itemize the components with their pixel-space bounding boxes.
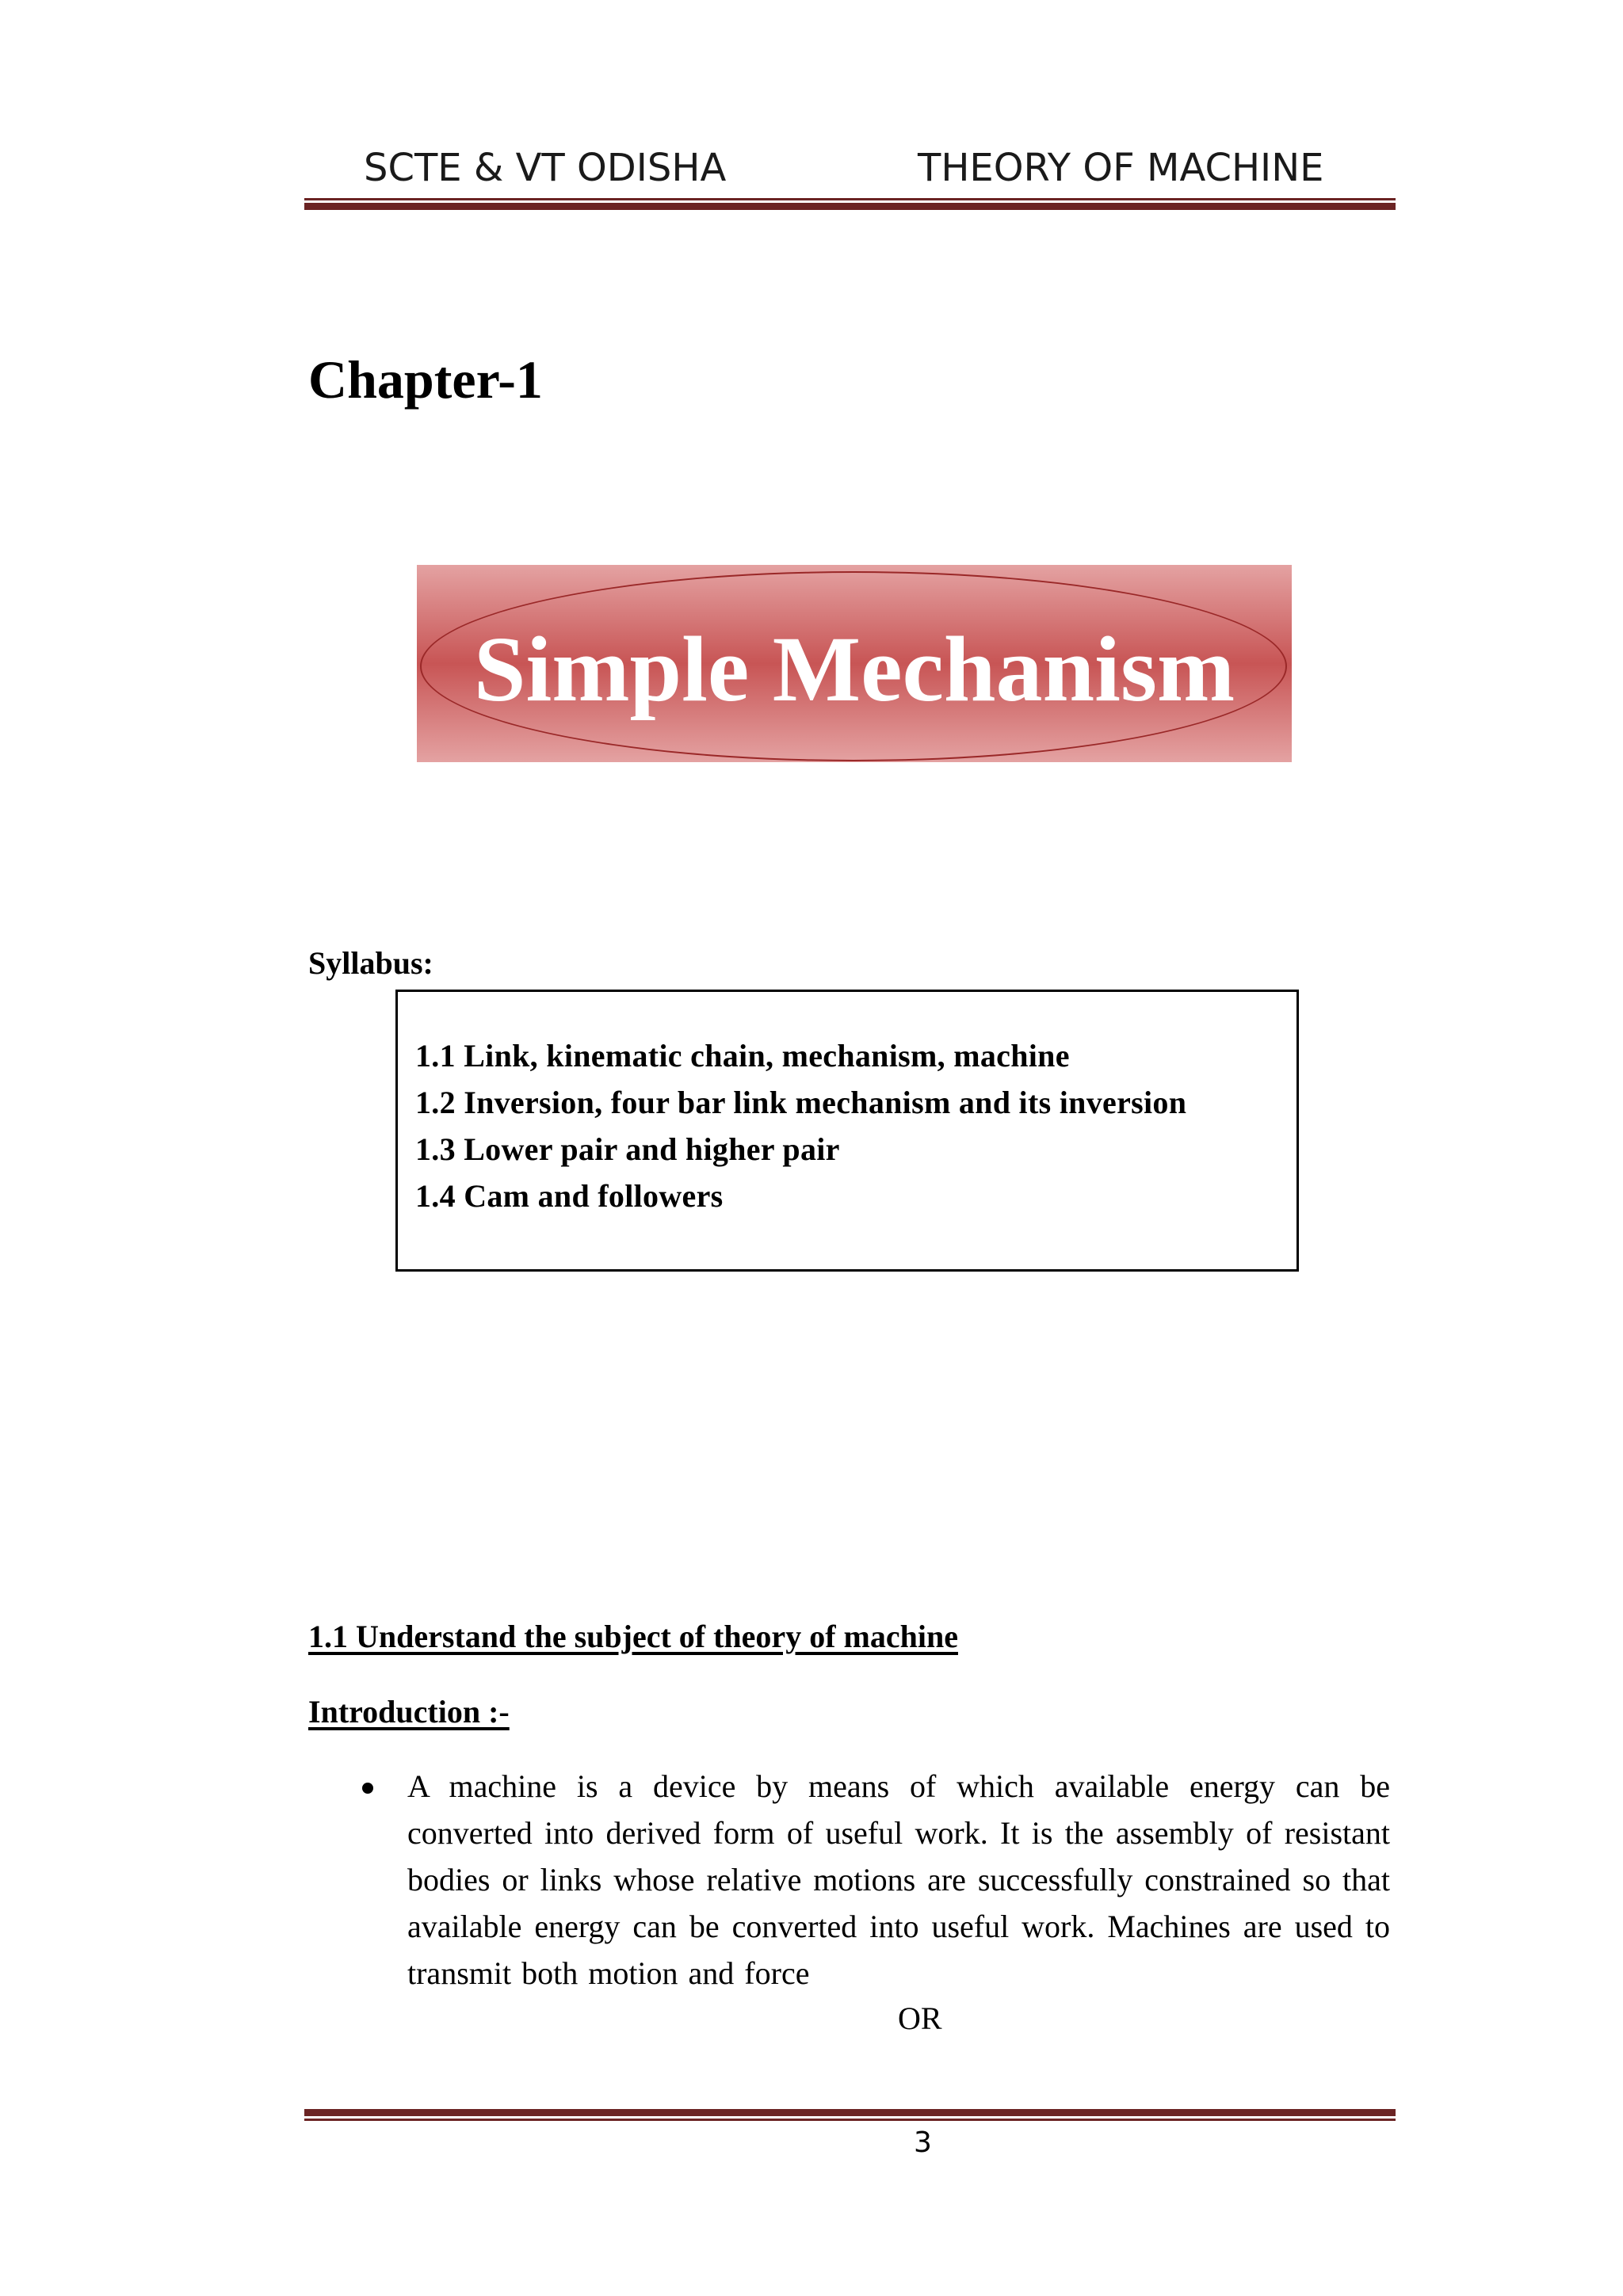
bullet-icon bbox=[362, 1783, 373, 1794]
header-rule-thick bbox=[304, 203, 1396, 210]
page-number: 3 bbox=[914, 2126, 932, 2159]
footer-rule-thin bbox=[304, 2119, 1396, 2121]
syllabus-item: 1.2 Inversion, four bar link mechanism and its inversion bbox=[415, 1085, 1187, 1120]
banner-title: Simple Mechanism bbox=[473, 616, 1235, 721]
header-rule-thin bbox=[304, 198, 1396, 200]
syllabus-item: 1.1 Link, kinematic chain, mechanism, machine bbox=[415, 1038, 1070, 1074]
syllabus-box bbox=[395, 990, 1299, 1272]
syllabus-label: Syllabus: bbox=[308, 945, 433, 981]
chapter-banner bbox=[417, 565, 1292, 762]
syllabus-item: 1.4 Cam and followers bbox=[415, 1178, 724, 1214]
intro-heading: Introduction :- bbox=[308, 1694, 510, 1730]
syllabus-item: 1.3 Lower pair and higher pair bbox=[415, 1131, 840, 1167]
chapter-title: Chapter-1 bbox=[308, 349, 543, 410]
or-text: OR bbox=[898, 2000, 942, 2036]
intro-paragraph: A machine is a device by means of which available energy can be converted into derived form of useful work. It is the assembly of resistant bodies or links whose relative motions are successfully constrained so that available energy can be converted into useful work. Machines are used to transmit both motion and force bbox=[407, 1768, 1390, 1991]
section-heading: 1.1 Understand the subject of theory of machine bbox=[308, 1619, 958, 1654]
header-right: THEORY OF MACHINE bbox=[918, 146, 1324, 190]
footer-rule-thick bbox=[304, 2109, 1396, 2116]
header-left: SCTE & VT ODISHA bbox=[364, 146, 727, 190]
